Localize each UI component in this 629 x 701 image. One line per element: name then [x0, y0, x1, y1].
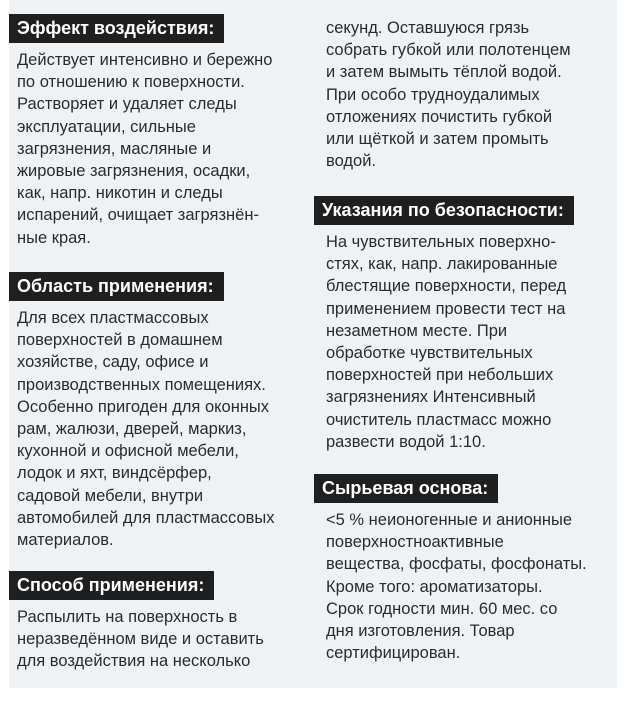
section-body-raw-base: <5 % неионогенные и анионные поверхностноактивные вещества, фосфаты, фосфонаты. Кроме того: ароматизаторы. Срок годности мин. 60 мес. со дня изготовления. Товар сертифицирован.	[326, 511, 587, 663]
section-header-method: Способ применения:	[9, 571, 214, 600]
section-method-continued	[314, 17, 571, 172]
section-safety	[314, 196, 574, 453]
section-body-effect: Действует интенсивно и бережно по отношению к поверхности. Растворяет и удаляет следы эксплуатации, сильные загрязнения, масляные и жировые загрязнения, осадки, как, напр. никотин и следы испарений, очищает загрязнён- ные края.	[17, 51, 273, 247]
section-effect	[9, 14, 272, 249]
section-body-safety: На чувствительных поверхно- стях, как, напр. лакированные блестящие поверхности, перед применением провести тест на незаметном месте. При обработке чувствительных поверхностей при небольших загрязнениях Интенсивный очиститель пластмасс можно развести водой 1:10.	[326, 233, 567, 451]
section-header-raw-base: Сырьевая основа:	[314, 474, 498, 503]
section-header-effect: Эффект воздействия:	[9, 14, 224, 43]
section-header-application-area: Область применения:	[9, 272, 224, 301]
section-header-safety: Указания по безопасности:	[314, 196, 574, 225]
section-application-area	[9, 272, 275, 551]
section-body-method-continued: секунд. Оставшуюся грязь собрать губкой или полотенцем и затем вымыть тёплой водой. При особо трудноудалимых отложениях почистить губкой или щёткой и затем промыть водой.	[326, 19, 571, 171]
section-body-method: Распылить на поверхность в неразведённом виде и оставить для воздействия на несколько	[17, 608, 264, 671]
section-method	[9, 571, 264, 673]
section-raw-base	[314, 474, 587, 664]
label-panel	[9, 0, 617, 688]
section-body-application-area: Для всех пластмассовых поверхностей в домашнем хозяйстве, саду, офисе и производственных помещениях. Особенно пригоден для оконных рам, жалюзи, дверей, маркиз, кухонной и офисной мебели, лодок и яхт, виндсёрфер, садовой мебели, внутри автомобилей для пластмассовых материалов.	[17, 309, 275, 550]
